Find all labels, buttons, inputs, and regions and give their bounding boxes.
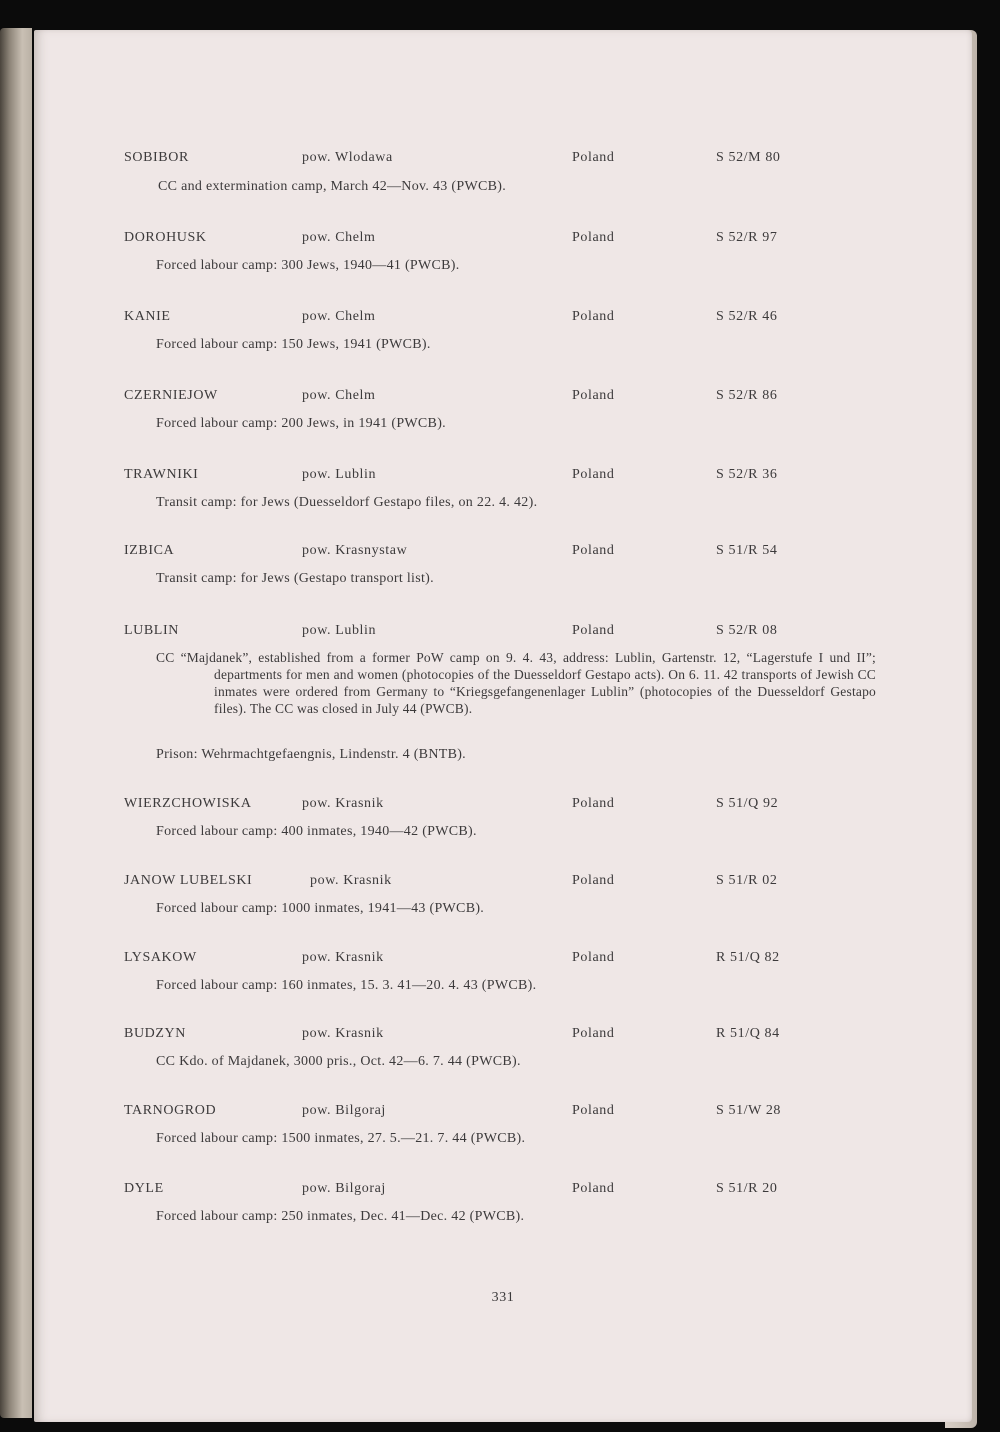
district: pow. Bilgoraj <box>302 1181 386 1196</box>
entry-description-prison: Prison: Wehrmachtgefaengnis, Lindenstr. 4 (BNTB). <box>156 747 466 762</box>
map-reference: R 51/Q 84 <box>716 1026 780 1041</box>
country: Poland <box>572 150 615 165</box>
country: Poland <box>572 230 615 245</box>
entry-lublin <box>34 623 972 645</box>
entry-dorohusk <box>34 230 972 252</box>
entry-description: Forced labour camp: 300 Jews, 1940—41 (PWCB). <box>156 258 460 273</box>
book-spine <box>0 28 32 1418</box>
entry-header <box>34 873 972 895</box>
district: pow. Chelm <box>302 309 376 324</box>
place-name: DOROHUSK <box>124 230 207 245</box>
country: Poland <box>572 873 615 888</box>
entry-description: CC and extermination camp, March 42—Nov. 43 (PWCB). <box>158 179 506 194</box>
country: Poland <box>572 388 615 403</box>
entry-description: Forced labour camp: 1500 inmates, 27. 5.—21. 7. 44 (PWCB). <box>156 1131 526 1146</box>
entry-janow-lubelski <box>34 873 972 895</box>
entry-description: Forced labour camp: 400 inmates, 1940—42 (PWCB). <box>156 824 477 839</box>
country: Poland <box>572 796 615 811</box>
entry-header <box>34 467 972 489</box>
entry-description: Forced labour camp: 150 Jews, 1941 (PWCB). <box>156 337 431 352</box>
district: pow. Chelm <box>302 230 376 245</box>
page-number: 331 <box>491 1290 515 1305</box>
map-reference: S 52/R 08 <box>716 623 778 638</box>
place-name: SOBIBOR <box>124 150 189 165</box>
map-reference: S 52/M 80 <box>716 150 781 165</box>
country: Poland <box>572 543 615 558</box>
entry-trawniki <box>34 467 972 489</box>
country: Poland <box>572 623 615 638</box>
entry-izbica <box>34 543 972 565</box>
entry-tarnogrod <box>34 1103 972 1125</box>
entry-header <box>34 388 972 410</box>
entry-kanie <box>34 309 972 331</box>
entry-header <box>34 230 972 252</box>
entry-czerniejow <box>34 388 972 410</box>
entry-description: Transit camp: for Jews (Duesseldorf Gestapo files, on 22. 4. 42). <box>156 495 538 510</box>
entry-dyle <box>34 1181 972 1203</box>
district: pow. Krasnik <box>310 873 392 888</box>
entry-header <box>34 1026 972 1048</box>
place-name: TRAWNIKI <box>124 467 199 482</box>
entry-header <box>34 150 972 172</box>
place-name: TARNOGROD <box>124 1103 217 1118</box>
entry-description: Forced labour camp: 250 inmates, Dec. 41—Dec. 42 (PWCB). <box>156 1209 525 1224</box>
entry-description: CC Kdo. of Majdanek, 3000 pris., Oct. 42—6. 7. 44 (PWCB). <box>156 1054 521 1069</box>
district: pow. Lublin <box>302 467 377 482</box>
place-name: DYLE <box>124 1181 164 1196</box>
district: pow. Krasnik <box>302 1026 384 1041</box>
map-reference: R 51/Q 82 <box>716 950 780 965</box>
map-reference: S 51/R 54 <box>716 543 778 558</box>
entry-budzyn <box>34 1026 972 1048</box>
country: Poland <box>572 467 615 482</box>
entry-header <box>34 623 972 645</box>
country: Poland <box>572 309 615 324</box>
entry-header <box>34 950 972 972</box>
district: pow. Krasnik <box>302 796 384 811</box>
entry-description: Transit camp: for Jews (Gestapo transport list). <box>156 571 434 586</box>
place-name: KANIE <box>124 309 171 324</box>
entry-lysakow <box>34 950 972 972</box>
place-name: IZBICA <box>124 543 175 558</box>
entry-description: CC “Majdanek”, established from a former PoW camp on 9. 4. 43, address: Lublin, Gartenstr. 12, “Lagerstufe I und II”; departments for men and women (photocopies of the Duesseldorf Gestapo acts). On 6. 11. 42 transports of Jewish CC inmates were ordered from Germany to “Kriegsgefangenenlager Lublin” (photocopies of the Duesseldorf Gestapo files). The CC was closed in July 44 (PWCB). <box>156 650 876 716</box>
map-reference: S 51/W 28 <box>716 1103 782 1118</box>
country: Poland <box>572 1181 615 1196</box>
district: pow. Wlodawa <box>302 150 393 165</box>
entry-description: Forced labour camp: 160 inmates, 15. 3. 41—20. 4. 43 (PWCB). <box>156 978 537 993</box>
district: pow. Krasnik <box>302 950 384 965</box>
entry-header <box>34 543 972 565</box>
entry-sobibor <box>34 150 972 172</box>
place-name: LUBLIN <box>124 623 179 638</box>
map-reference: S 51/R 02 <box>716 873 778 888</box>
entry-description: Forced labour camp: 200 Jews, in 1941 (PWCB). <box>156 416 446 431</box>
entry-header <box>34 1181 972 1203</box>
entry-header <box>34 796 972 818</box>
district: pow. Chelm <box>302 388 376 403</box>
place-name: JANOW LUBELSKI <box>124 873 253 888</box>
country: Poland <box>572 1026 615 1041</box>
map-reference: S 51/Q 92 <box>716 796 779 811</box>
entry-wierzchowiska <box>34 796 972 818</box>
country: Poland <box>572 1103 615 1118</box>
map-reference: S 52/R 86 <box>716 388 778 403</box>
map-reference: S 52/R 36 <box>716 467 778 482</box>
place-name: CZERNIEJOW <box>124 388 218 403</box>
entry-header <box>34 1103 972 1125</box>
map-reference: S 51/R 20 <box>716 1181 778 1196</box>
district: pow. Krasnystaw <box>302 543 408 558</box>
entry-description: Forced labour camp: 1000 inmates, 1941—43 (PWCB). <box>156 901 485 916</box>
map-reference: S 52/R 46 <box>716 309 778 324</box>
book-page <box>34 30 972 1422</box>
map-reference: S 52/R 97 <box>716 230 778 245</box>
place-name: BUDZYN <box>124 1026 186 1041</box>
place-name: LYSAKOW <box>124 950 197 965</box>
entry-header <box>34 309 972 331</box>
country: Poland <box>572 950 615 965</box>
place-name: WIERZCHOWISKA <box>124 796 252 811</box>
district: pow. Lublin <box>302 623 377 638</box>
district: pow. Bilgoraj <box>302 1103 386 1118</box>
